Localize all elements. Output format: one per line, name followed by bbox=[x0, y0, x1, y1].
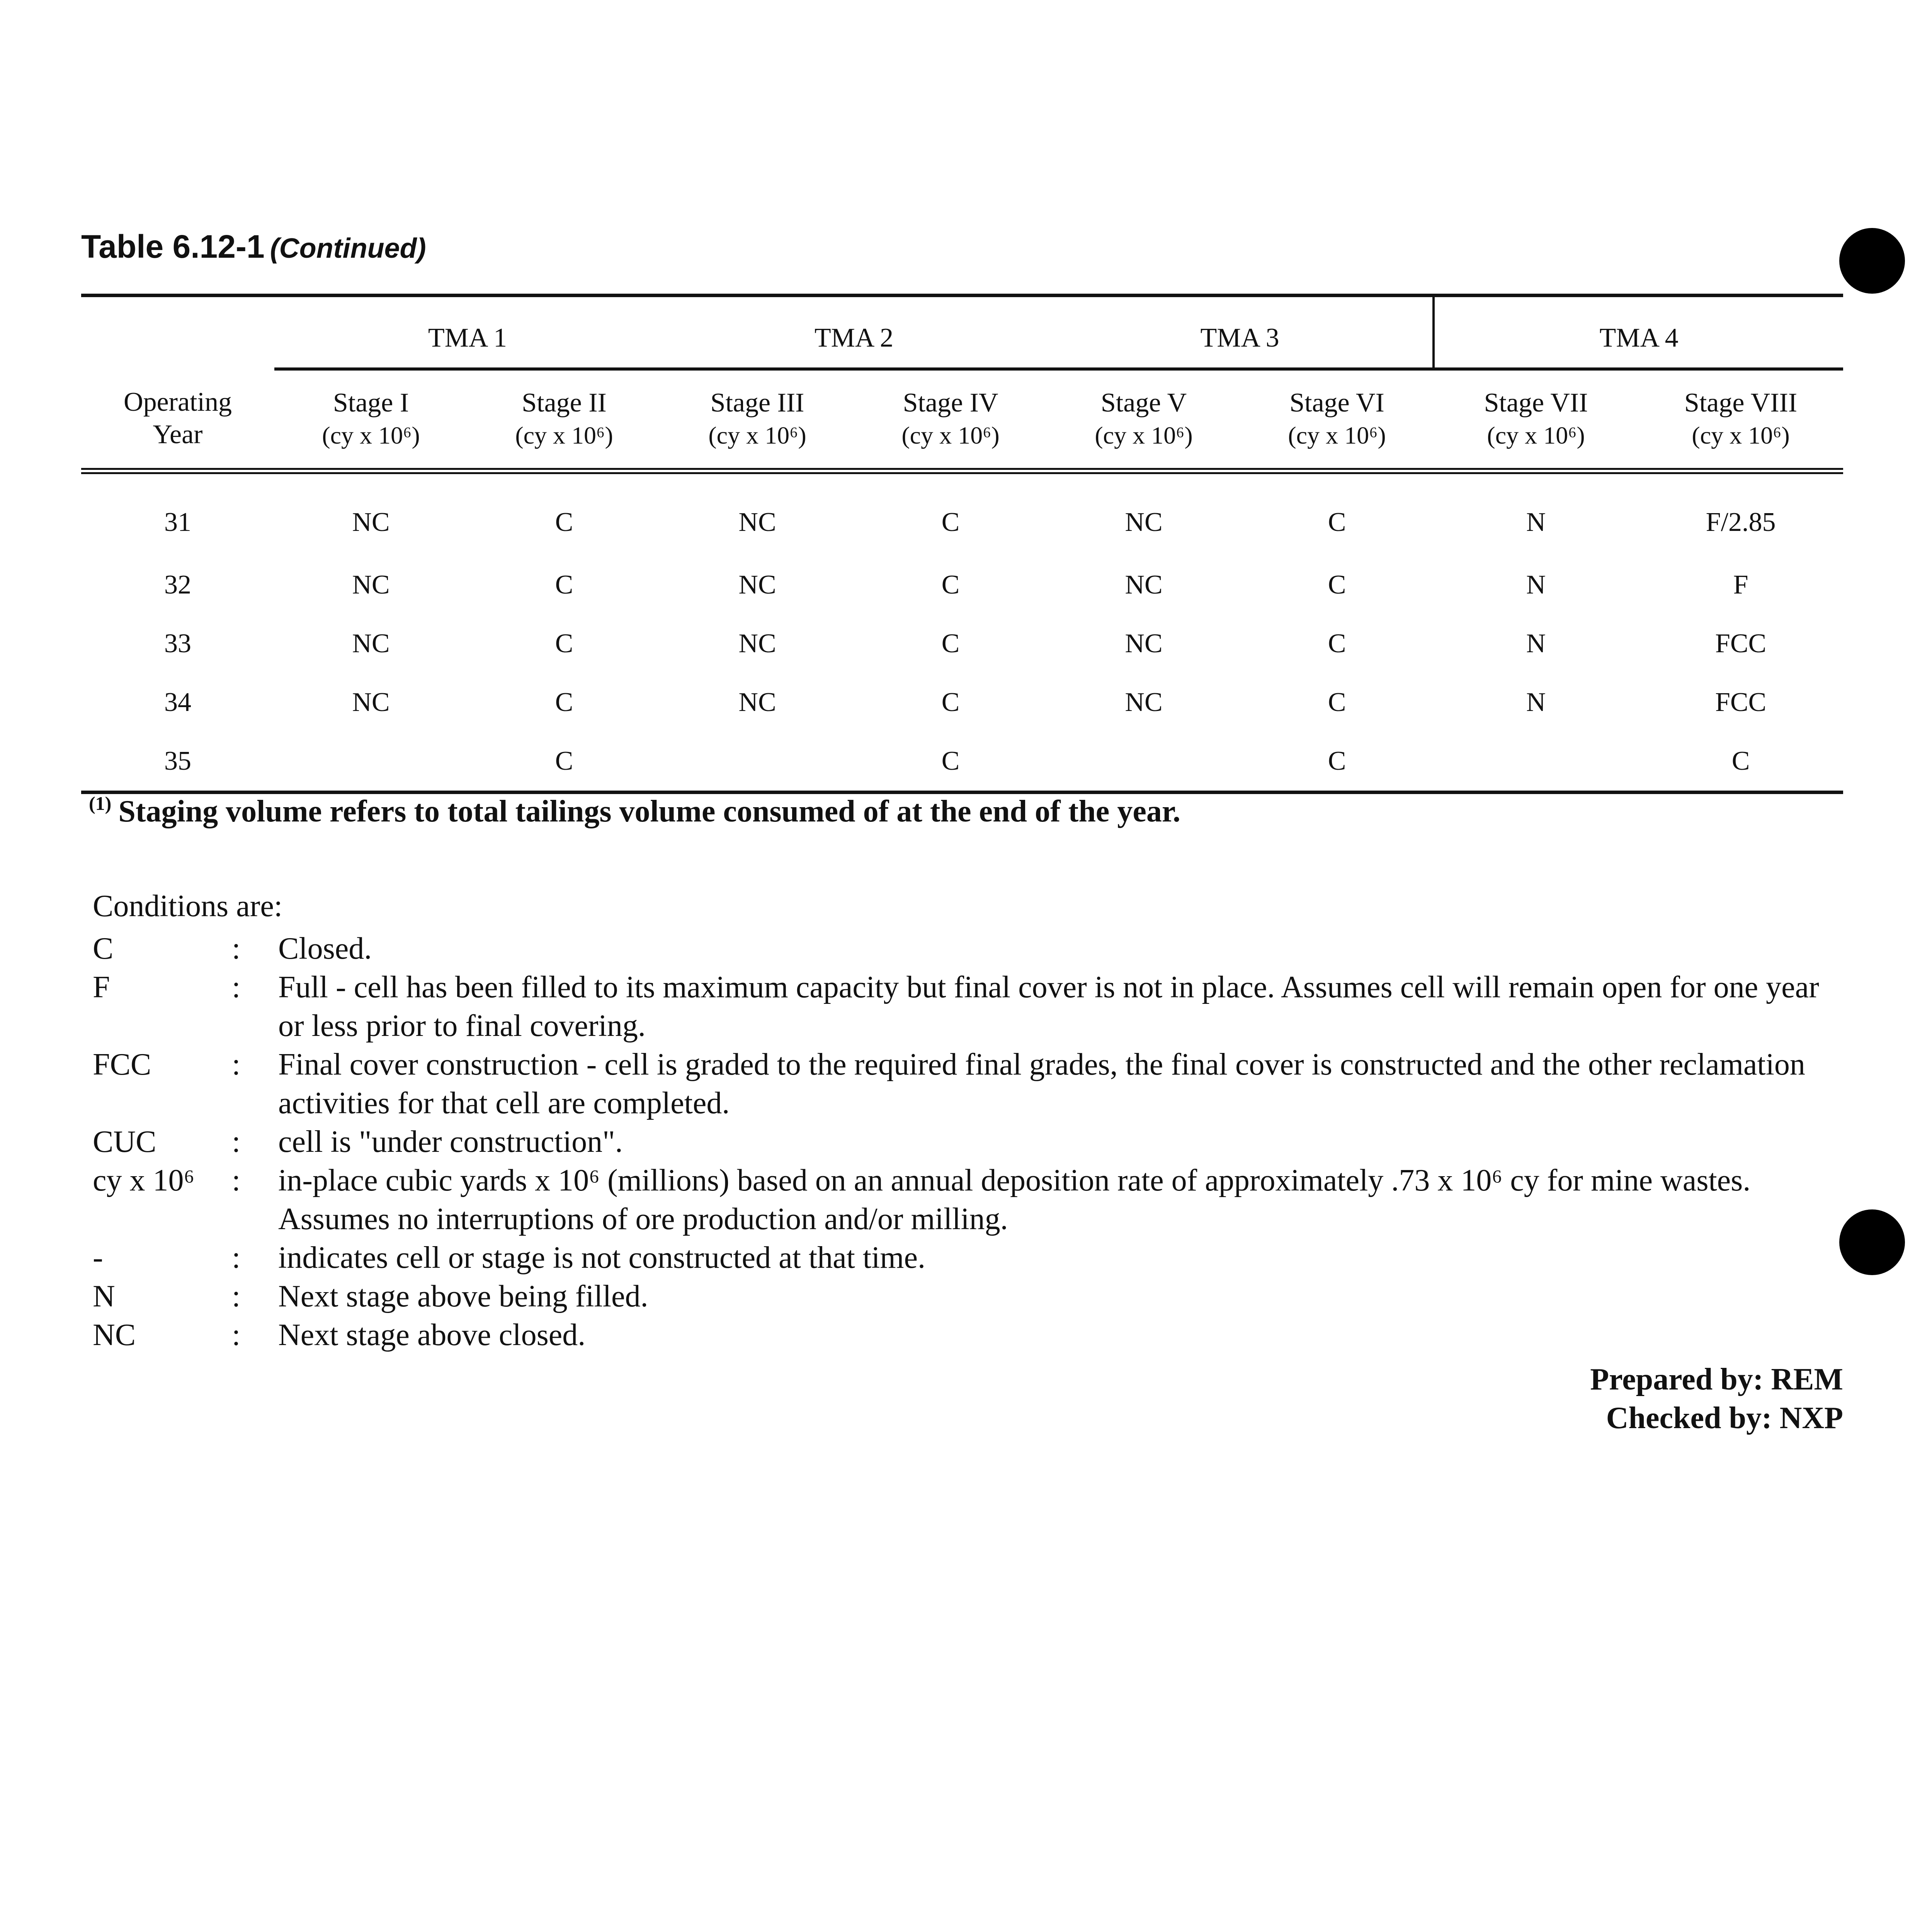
stage-header: Stage VIII (cy x 10⁶) bbox=[1638, 369, 1843, 471]
table-cell: F bbox=[1733, 570, 1748, 600]
legend-separator: : bbox=[232, 1318, 241, 1352]
table-row bbox=[81, 471, 1843, 556]
legend-separator: : bbox=[232, 1241, 241, 1275]
operating-year-header: Operating Year bbox=[81, 369, 274, 471]
table-title-main: Table 6.12-1 bbox=[81, 228, 265, 265]
table-cell: NC bbox=[738, 687, 776, 717]
legend-item bbox=[93, 1238, 1832, 1277]
table-cell: C bbox=[468, 732, 661, 793]
table-title bbox=[81, 228, 426, 265]
legend-description: Final cover construction - cell is graded to the required final grades, the final cover is constructed and the other reclamation activities for that cell are completed. bbox=[278, 1048, 1805, 1120]
legend-item bbox=[93, 1122, 1832, 1161]
legend-code: C bbox=[93, 932, 114, 966]
table-cell: NC bbox=[738, 507, 776, 537]
table-row bbox=[81, 614, 1843, 673]
table-cell: NC bbox=[352, 629, 390, 658]
table-cell: NC bbox=[352, 507, 390, 537]
table-cell: NC bbox=[352, 687, 390, 717]
table-cell: C bbox=[1328, 687, 1346, 717]
footnote-marker: (1) bbox=[89, 793, 112, 814]
table-cell: C bbox=[854, 732, 1047, 793]
table-cell: NC bbox=[738, 629, 776, 658]
legend-description: Next stage above being filled. bbox=[278, 1279, 648, 1313]
table-cell: C bbox=[555, 507, 573, 537]
table-cell: C bbox=[1638, 732, 1843, 793]
stage-header: Stage V (cy x 10⁶) bbox=[1047, 369, 1240, 471]
table-cell: NC bbox=[352, 570, 390, 600]
table-cell bbox=[1047, 732, 1240, 793]
legend-separator: : bbox=[232, 1163, 241, 1197]
table-cell: FCC bbox=[1715, 629, 1767, 658]
table-cell: NC bbox=[1125, 687, 1163, 717]
legend-item bbox=[93, 1045, 1832, 1122]
table-cell: C bbox=[1328, 629, 1346, 658]
year-cell: 33 bbox=[164, 629, 191, 658]
year-cell: 35 bbox=[81, 732, 274, 793]
signoff-block bbox=[1590, 1360, 1843, 1437]
table-row bbox=[81, 732, 1843, 793]
stage-header: Stage VI (cy x 10⁶) bbox=[1240, 369, 1434, 471]
tma-header: TMA 3 bbox=[1047, 294, 1434, 369]
tma-header: TMA 4 bbox=[1434, 294, 1843, 369]
stage-header: Stage I (cy x 10⁶) bbox=[274, 369, 468, 471]
legend-item bbox=[93, 929, 1832, 968]
legend-item bbox=[93, 1316, 1832, 1354]
table-cell: N bbox=[1526, 507, 1546, 537]
stage-header: Stage IV (cy x 10⁶) bbox=[854, 369, 1047, 471]
legend-code: F bbox=[93, 970, 110, 1004]
table-cell: N bbox=[1526, 687, 1546, 717]
table-row bbox=[81, 556, 1843, 614]
legend-item bbox=[93, 1161, 1832, 1238]
staging-table bbox=[81, 294, 1843, 794]
table-cell: NC bbox=[1125, 629, 1163, 658]
table-cell: NC bbox=[738, 570, 776, 600]
table-cell bbox=[1434, 732, 1638, 793]
legend-description: Full - cell has been filled to its maximum capacity but final cover is not in place. Assumes cell will remain open for one year or less prior to final covering. bbox=[278, 970, 1819, 1043]
table-cell: NC bbox=[1125, 570, 1163, 600]
prepared-by: Prepared by: REM bbox=[1590, 1362, 1843, 1396]
tma-header-row bbox=[81, 294, 1843, 369]
legend-description: in-place cubic yards x 10⁶ (millions) based on an annual deposition rate of approximately .73 x 10⁶ cy for mine wastes. Assumes no interruptions of ore production and/or milling. bbox=[278, 1163, 1751, 1236]
legend-description: cell is "under construction". bbox=[278, 1125, 623, 1159]
tma-header: TMA 1 bbox=[274, 294, 661, 369]
legend-code: CUC bbox=[93, 1125, 156, 1159]
legend-code: FCC bbox=[93, 1048, 151, 1082]
conditions-title: Conditions are: bbox=[93, 889, 283, 923]
legend-description: Next stage above closed. bbox=[278, 1318, 586, 1352]
legend-description: indicates cell or stage is not constructed at that time. bbox=[278, 1241, 926, 1275]
stage-header-row bbox=[81, 369, 1843, 471]
stage-header: Stage VII (cy x 10⁶) bbox=[1434, 369, 1638, 471]
conditions-legend bbox=[93, 929, 1832, 1354]
legend-separator: : bbox=[232, 1279, 241, 1313]
table-cell: N bbox=[1526, 629, 1546, 658]
checked-by: Checked by: NXP bbox=[1606, 1401, 1843, 1435]
table-cell: C bbox=[1328, 570, 1346, 600]
legend-code: - bbox=[93, 1241, 103, 1275]
table-cell: C bbox=[941, 687, 960, 717]
legend-separator: : bbox=[232, 1048, 241, 1082]
stage-header: Stage II (cy x 10⁶) bbox=[468, 369, 661, 471]
legend-item bbox=[93, 968, 1832, 1045]
table-cell: C bbox=[941, 570, 960, 600]
table-cell bbox=[274, 732, 468, 793]
stage-header: Stage III (cy x 10⁶) bbox=[661, 369, 854, 471]
year-cell: 31 bbox=[164, 507, 191, 537]
table-cell: N bbox=[1526, 570, 1546, 600]
punch-hole-icon bbox=[1839, 1209, 1905, 1275]
table-cell: C bbox=[941, 507, 960, 537]
punch-hole-icon bbox=[1839, 228, 1905, 294]
table-row bbox=[81, 673, 1843, 732]
table-cell: C bbox=[555, 687, 573, 717]
footnote-text: Staging volume refers to total tailings volume consumed of at the end of the year. bbox=[118, 794, 1180, 828]
year-cell: 34 bbox=[164, 687, 191, 717]
legend-code: N bbox=[93, 1279, 115, 1313]
tma-header: TMA 2 bbox=[661, 294, 1047, 369]
legend-separator: : bbox=[232, 1125, 241, 1159]
legend-code: NC bbox=[93, 1318, 136, 1352]
legend-item bbox=[93, 1277, 1832, 1316]
table-cell: C bbox=[555, 570, 573, 600]
table-footnote bbox=[89, 792, 1180, 829]
legend-code: cy x 10⁶ bbox=[93, 1163, 195, 1197]
table-cell: C bbox=[1240, 732, 1434, 793]
table-cell: C bbox=[555, 629, 573, 658]
table-cell: NC bbox=[1125, 507, 1163, 537]
table-cell: C bbox=[1328, 507, 1346, 537]
year-cell: 32 bbox=[164, 570, 191, 600]
legend-description: Closed. bbox=[278, 932, 372, 966]
table-cell bbox=[661, 732, 854, 793]
table-cell: F/2.85 bbox=[1706, 507, 1776, 537]
table-cell: C bbox=[941, 629, 960, 658]
table-title-continued: (Continued) bbox=[270, 233, 426, 264]
table-cell: FCC bbox=[1715, 687, 1767, 717]
legend-separator: : bbox=[232, 970, 241, 1004]
legend-separator: : bbox=[232, 932, 241, 966]
staging-table-container bbox=[81, 294, 1843, 794]
tma-header-blank bbox=[81, 294, 274, 369]
